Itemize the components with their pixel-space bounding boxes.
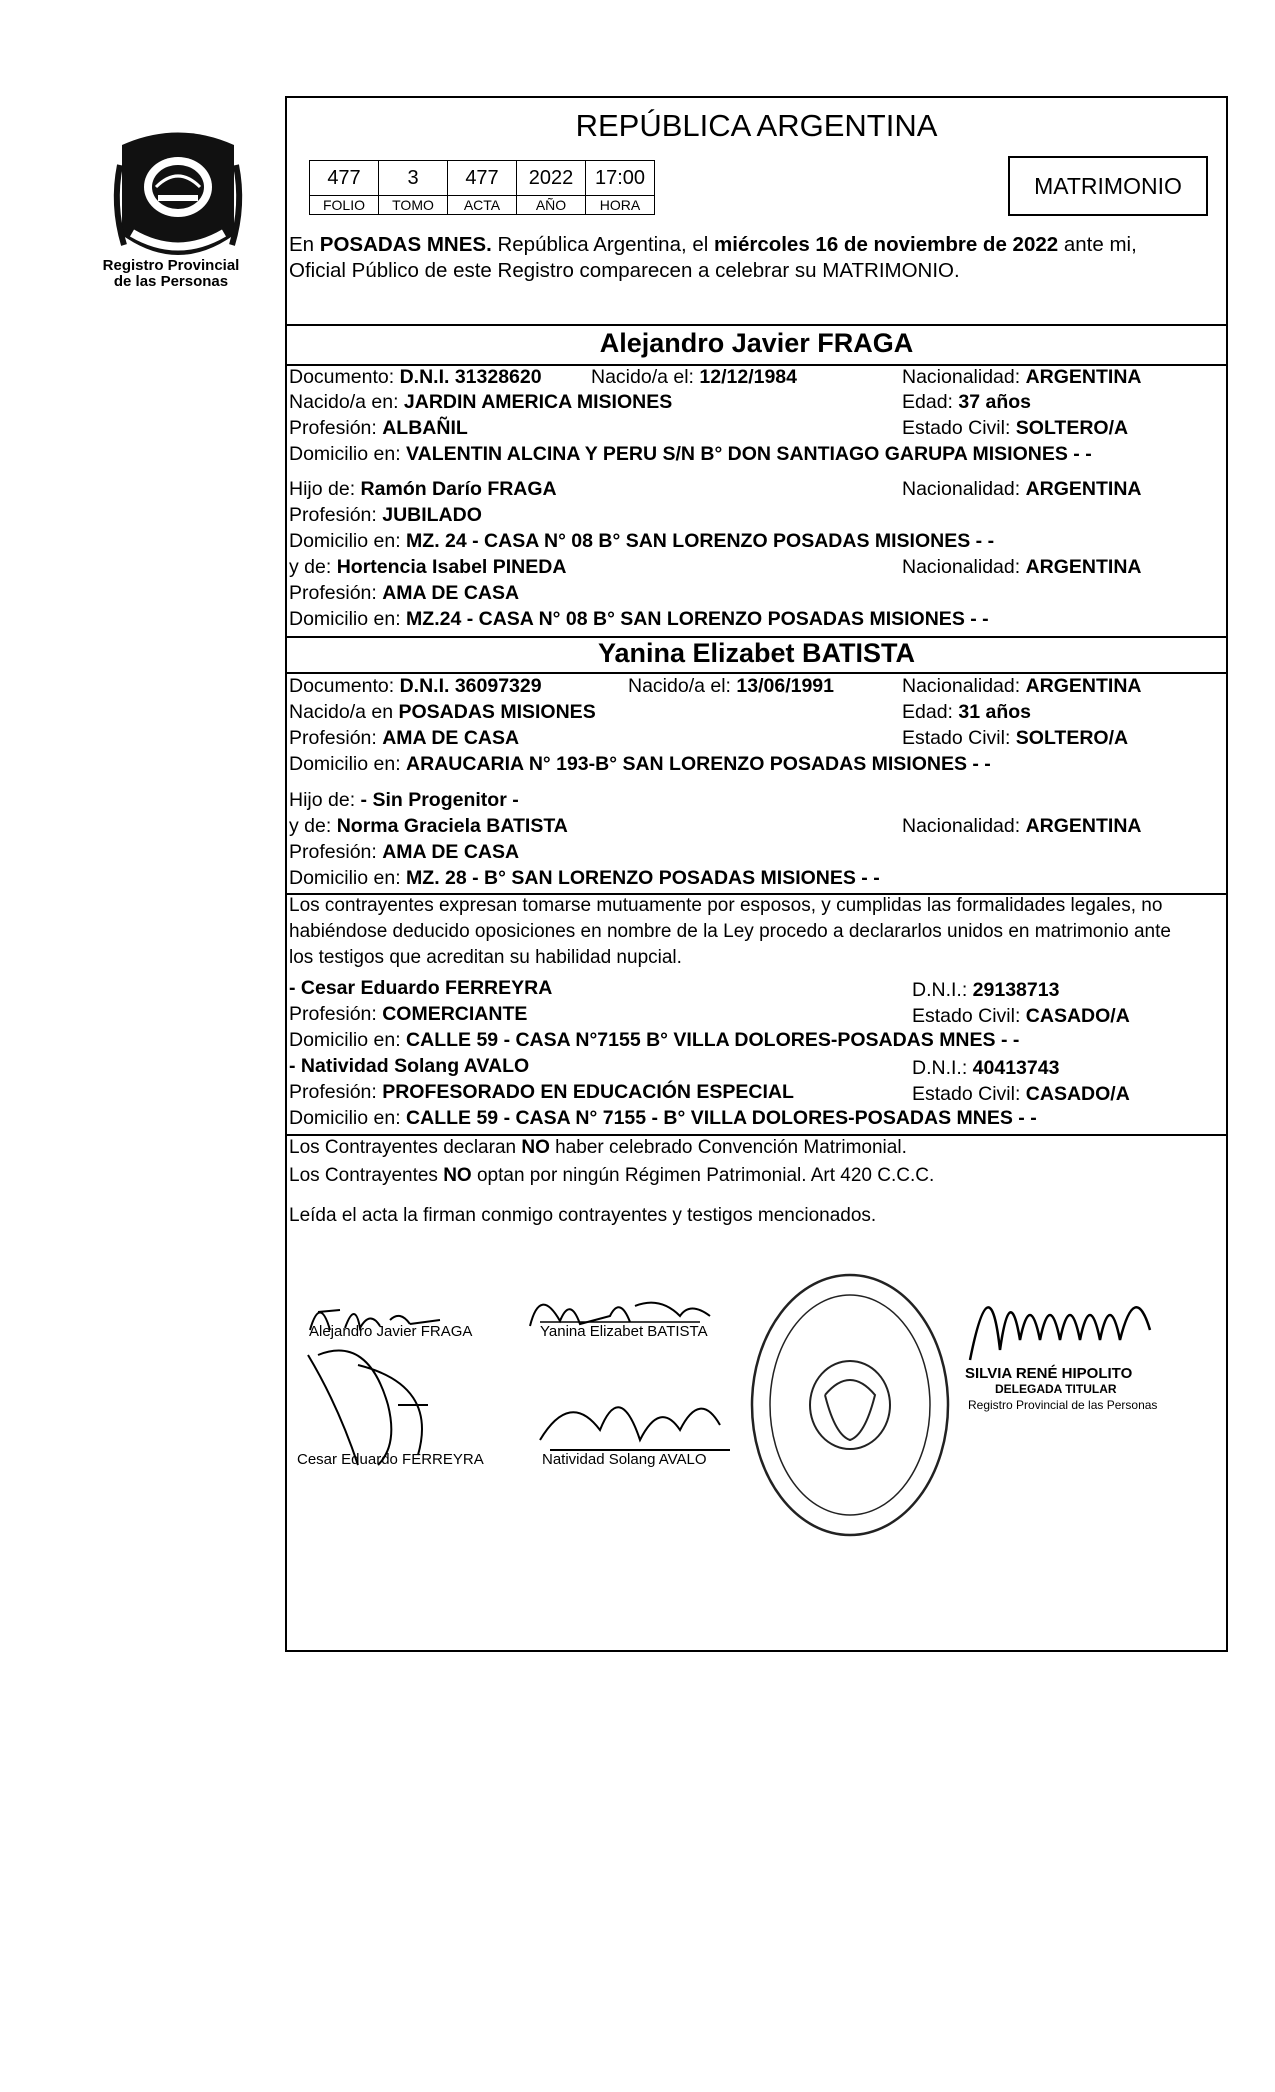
acta-label: ACTA — [448, 196, 517, 215]
spouse1-father-address: Domicilio en: MZ. 24 - CASA N° 08 B° SAN LORENZO POSADAS MISIONES - - — [289, 530, 995, 552]
intro-line-1: En POSADAS MNES. República Argentina, el miércoles 16 de noviembre de 2022 ante mi, — [289, 233, 1137, 256]
declaration-line-1: Los contrayentes expresan tomarse mutuamente por esposos, y cumplidas las formalidades legales, no — [289, 895, 1163, 916]
witness2-profession: Profesión: PROFESORADO EN EDUCACIÓN ESPECIAL — [289, 1081, 794, 1103]
spouse1-father-nationality: Nacionalidad: ARGENTINA — [902, 478, 1142, 500]
tomo-value: 3 — [379, 161, 448, 196]
spouse1-father: Hijo de: Ramón Darío FRAGA — [289, 478, 557, 500]
witness2-signature-icon — [530, 1370, 740, 1460]
witness2-address: Domicilio en: CALLE 59 - CASA N° 7155 - B° VILLA DOLORES-POSADAS MNES - - — [289, 1107, 1037, 1129]
spouse2-civil-status: Estado Civil: SOLTERO/A — [902, 727, 1129, 749]
spouse1-nationality: Nacionalidad: ARGENTINA — [902, 366, 1142, 388]
officer-org: Registro Provincial de las Personas — [968, 1398, 1158, 1412]
spouse1-mother-nationality: Nacionalidad: ARGENTINA — [902, 556, 1142, 578]
spouse1-profession: Profesión: ALBAÑIL — [289, 417, 468, 439]
witness1-address: Domicilio en: CALLE 59 - CASA N°7155 B° VILLA DOLORES-POSADAS MNES - - — [289, 1029, 1020, 1051]
officer-name: SILVIA RENÉ HIPOLITO — [965, 1365, 1133, 1382]
hora-label: HORA — [586, 196, 655, 215]
spouse2-birthplace: Nacido/a en POSADAS MISIONES — [289, 701, 596, 723]
spouse2-document: Documento: D.N.I. 36097329 — [289, 675, 542, 697]
witness2-signature-label: Natividad Solang AVALO — [542, 1451, 707, 1468]
spouse1-name: Alejandro Javier FRAGA — [599, 328, 914, 358]
hora-value: 17:00 — [586, 161, 655, 196]
witness1-profession: Profesión: COMERCIANTE — [289, 1003, 528, 1025]
witness2-dni: D.N.I.: 40413743 — [912, 1057, 1060, 1079]
convention-note: Los Contrayentes declaran NO haber celebrado Convención Matrimonial. — [289, 1137, 907, 1158]
country-title: REPÚBLICA ARGENTINA — [575, 108, 938, 143]
registry-caption: Registro Provincial de las Personas — [102, 257, 240, 290]
spouse2-profession: Profesión: AMA DE CASA — [289, 727, 520, 749]
acta-value: 477 — [448, 161, 517, 196]
spouse1-civil-status: Estado Civil: SOLTERO/A — [902, 417, 1129, 439]
divider — [285, 324, 1228, 326]
witness1-civil-status: Estado Civil: CASADO/A — [912, 1005, 1130, 1027]
spouse1-signature-label: Alejandro Javier FRAGA — [309, 1323, 473, 1340]
spouse2-mother-profession: Profesión: AMA DE CASA — [289, 841, 520, 863]
spouse2-age: Edad: 31 años — [902, 701, 1032, 723]
officer-role: DELEGADA TITULAR — [995, 1382, 1117, 1396]
spouse2-birthdate: Nacido/a el: 13/06/1991 — [628, 675, 835, 697]
tomo-label: TOMO — [379, 196, 448, 215]
spouse2-signature-label: Yanina Elizabet BATISTA — [540, 1323, 708, 1340]
witness1-name: - Cesar Eduardo FERREYRA — [289, 977, 553, 999]
folio-value: 477 — [310, 161, 379, 196]
declaration-line-2: habiéndose deducido oposiciones en nombre de la Ley procedo a declararlos unidos en matrimonio ante — [289, 921, 1171, 942]
spouse1-mother: y de: Hortencia Isabel PINEDA — [289, 556, 567, 578]
spouse2-address: Domicilio en: ARAUCARIA N° 193-B° SAN LORENZO POSADAS MISIONES - - — [289, 753, 991, 775]
spouse2-name: Yanina Elizabet BATISTA — [597, 638, 916, 668]
spouse2-mother: y de: Norma Graciela BATISTA — [289, 815, 568, 837]
spouse1-birthplace: Nacido/a en: JARDIN AMERICA MISIONES — [289, 391, 673, 413]
spouse2-nationality: Nacionalidad: ARGENTINA — [902, 675, 1142, 697]
spouse1-birthdate: Nacido/a el: 12/12/1984 — [591, 366, 798, 388]
spouse2-mother-address: Domicilio en: MZ. 28 - B° SAN LORENZO POSADAS MISIONES - - — [289, 867, 880, 889]
spouse2-mother-nationality: Nacionalidad: ARGENTINA — [902, 815, 1142, 837]
spouse1-age: Edad: 37 años — [902, 391, 1032, 413]
declaration-line-3: los testigos que acreditan su habilidad nupcial. — [289, 947, 682, 968]
record-type-box: MATRIMONIO — [1008, 156, 1208, 216]
spouse1-father-profession: Profesión: JUBILADO — [289, 504, 482, 526]
spouse1-mother-profession: Profesión: AMA DE CASA — [289, 582, 520, 604]
officer-signature-icon — [960, 1240, 1190, 1380]
read-note: Leída el acta la firman conmigo contrayentes y testigos mencionados. — [289, 1205, 877, 1226]
witness2-name: - Natividad Solang AVALO — [289, 1055, 530, 1077]
witness1-dni: D.N.I.: 29138713 — [912, 979, 1060, 1001]
regime-note: Los Contrayentes NO optan por ningún Régimen Patrimonial. Art 420 C.C.C. — [289, 1165, 935, 1186]
anio-value: 2022 — [517, 161, 586, 196]
anio-label: AÑO — [517, 196, 586, 215]
folio-label: FOLIO — [310, 196, 379, 215]
spouse1-address: Domicilio en: VALENTIN ALCINA Y PERU S/N B° DON SANTIAGO GARUPA MISIONES - - — [289, 443, 1092, 465]
record-table — [309, 160, 655, 215]
witness1-signature-label: Cesar Eduardo FERREYRA — [297, 1451, 484, 1468]
intro-line-2: Oficial Público de este Registro comparecen a celebrar su MATRIMONIO. — [289, 259, 960, 282]
witness2-civil-status: Estado Civil: CASADO/A — [912, 1083, 1130, 1105]
spouse2-father: Hijo de: - Sin Progenitor - — [289, 789, 519, 811]
spouse1-mother-address: Domicilio en: MZ.24 - CASA N° 08 B° SAN LORENZO POSADAS MISIONES - - — [289, 608, 989, 630]
spouse1-document: Documento: D.N.I. 31328620 — [289, 366, 542, 388]
